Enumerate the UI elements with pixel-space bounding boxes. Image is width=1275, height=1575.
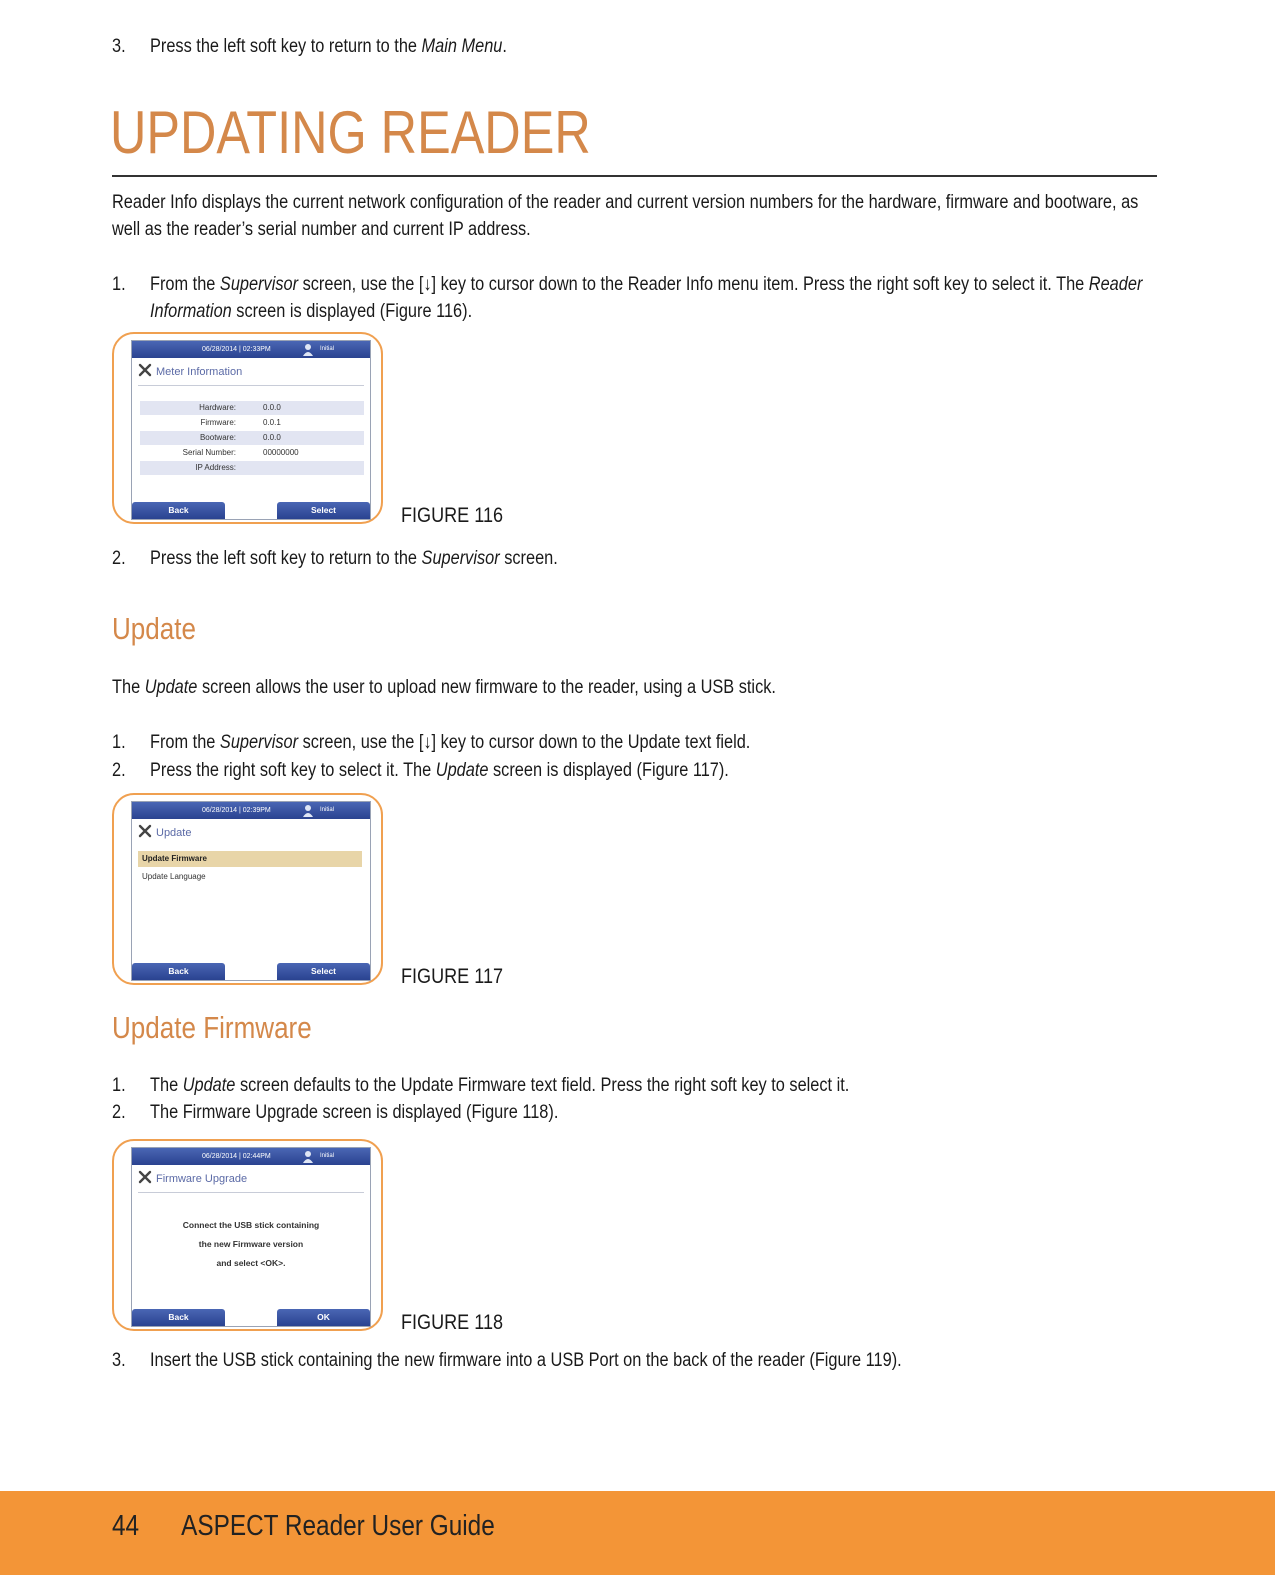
- figure-118-screenshot: [112, 1139, 383, 1331]
- status-bar: [132, 341, 370, 358]
- intro-paragraph-line1: Reader Info displays the current network configuration of the reader and current version numbers for the hardware, firmware and bootware, as: [112, 192, 1139, 213]
- page-title: UPDATING READER: [110, 99, 591, 166]
- list-number: 1.: [112, 274, 126, 295]
- section-heading-update: Update: [112, 611, 196, 646]
- back-soft-key[interactable]: Back: [132, 502, 225, 519]
- list-number: 3.: [112, 1350, 126, 1371]
- device-screen: [131, 1147, 371, 1327]
- back-soft-key[interactable]: Back: [132, 1309, 225, 1326]
- select-soft-key[interactable]: Select: [277, 502, 370, 519]
- section-heading-update-firmware: Update Firmware: [112, 1010, 312, 1045]
- menu-item-update-language[interactable]: Update Language: [142, 872, 206, 881]
- select-soft-key[interactable]: Select: [277, 963, 370, 980]
- info-row: Firmware: 0.0.1: [200, 418, 281, 427]
- screen-title: Firmware Upgrade: [138, 1170, 247, 1186]
- list-number: 2.: [112, 760, 126, 781]
- figure-117-screenshot: [112, 793, 383, 985]
- update-paragraph: The Update screen allows the user to upload new firmware to the reader, using a USB stick.: [112, 677, 776, 698]
- list-text: Press the right soft key to select it. The Update screen is displayed (Figure 117).: [150, 760, 729, 781]
- info-row: Hardware: 0.0.0: [140, 401, 364, 415]
- status-bar: [132, 1148, 370, 1165]
- figure-caption: FIGURE 118: [401, 1311, 504, 1334]
- ok-soft-key[interactable]: OK: [277, 1309, 370, 1326]
- list-number: 1.: [112, 1075, 126, 1096]
- list-text: Press the left soft key to return to the Supervisor screen.: [150, 548, 558, 569]
- intro-paragraph-line2: well as the reader’s serial number and current IP address.: [112, 219, 531, 240]
- list-text: Insert the USB stick containing the new firmware into a USB Port on the back of the reader (Figure 119).: [150, 1350, 902, 1371]
- device-screen: [131, 340, 371, 520]
- tools-icon: [138, 1170, 152, 1184]
- date-time: 06/28/2014 | 02:39PM: [202, 807, 271, 814]
- list-text: Press the left soft key to return to the Main Menu.: [150, 36, 507, 57]
- figure-116-screenshot: [112, 332, 383, 524]
- list-text: The Update screen defaults to the Update Firmware text field. Press the right soft key to select it.: [150, 1075, 850, 1096]
- screen-divider: [138, 1192, 364, 1193]
- footer-text: [112, 1508, 495, 1544]
- back-soft-key[interactable]: Back: [132, 963, 225, 980]
- figure-caption: FIGURE 117: [401, 965, 504, 988]
- user-icon: [302, 1150, 314, 1163]
- instruction-message: Connect the USB stick containing the new Firmware version and select <OK>.: [182, 1220, 320, 1268]
- list-number: 2.: [112, 1102, 126, 1123]
- info-row: Bootware: 0.0.0: [140, 431, 364, 445]
- list-text-cont: Information screen is displayed (Figure 116).: [150, 301, 473, 322]
- info-row: IP Address:: [140, 461, 364, 475]
- menu-item-update-firmware[interactable]: Update Firmware: [138, 851, 362, 867]
- user-name: Initial: [320, 346, 335, 352]
- user-icon: [302, 343, 314, 356]
- info-row: Serial Number: 00000000: [182, 448, 299, 457]
- screen-divider: [138, 385, 364, 386]
- screen-title: Meter Information: [138, 363, 242, 379]
- tools-icon: [138, 824, 152, 838]
- list-number: 2.: [112, 548, 126, 569]
- guide-title: ASPECT Reader User Guide: [181, 1510, 495, 1542]
- device-screen: [131, 801, 371, 981]
- date-time: 06/28/2014 | 02:33PM: [202, 346, 271, 353]
- title-divider: [112, 175, 1157, 177]
- user-name: Initial: [320, 807, 335, 813]
- list-text: The Firmware Upgrade screen is displayed (Figure 118).: [150, 1102, 559, 1123]
- page-number: 44: [112, 1510, 140, 1542]
- tools-icon: [138, 363, 152, 377]
- list-text: From the Supervisor screen, use the [↓] key to cursor down to the Update text field.: [150, 732, 751, 753]
- screen-title: Update: [138, 824, 191, 840]
- user-icon: [302, 804, 314, 817]
- date-time: 06/28/2014 | 02:44PM: [202, 1153, 271, 1160]
- list-number: 3.: [112, 36, 126, 57]
- status-bar: [132, 802, 370, 819]
- list-text: From the Supervisor screen, use the [↓] key to cursor down to the Reader Info menu item. Press the right soft key to select it. The Reader: [150, 274, 1143, 295]
- list-number: 1.: [112, 732, 126, 753]
- figure-caption: FIGURE 116: [401, 504, 504, 527]
- user-name: Initial: [320, 1153, 335, 1159]
